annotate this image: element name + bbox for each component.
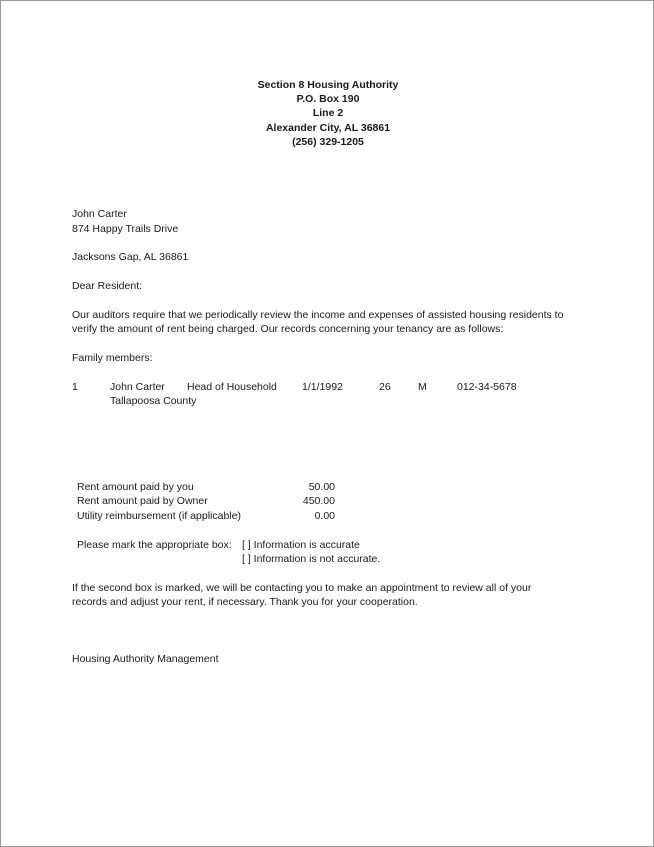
recipient-city: Jacksons Gap, AL 36861 xyxy=(72,251,189,263)
intro-line2: verify the amount of rent being charged. Our records concerning your tenancy are as follows: xyxy=(72,323,504,335)
intro-line1: Our auditors require that we periodically review the income and expenses of assisted housing residents to xyxy=(72,309,564,321)
org-name: Section 8 Housing Authority xyxy=(257,79,399,91)
accurate-checkbox-option: [ ] Information is accurate xyxy=(242,539,360,551)
family-label: Family members: xyxy=(72,352,153,364)
family-sex: M xyxy=(418,381,427,393)
amount-label: Rent amount paid by Owner xyxy=(77,495,208,507)
family-age: 26 xyxy=(379,381,391,393)
org-line2: Line 2 xyxy=(312,107,344,119)
salutation: Dear Resident: xyxy=(72,280,143,292)
org-city: Alexander City, AL 36861 xyxy=(265,122,391,134)
family-ssn: 012-34-5678 xyxy=(457,381,517,393)
closing-line1: If the second box is marked, we will be contacting you to make an appointment to review all of your xyxy=(72,582,532,594)
family-relation: Head of Household xyxy=(187,381,277,393)
amount-value: 0.00 xyxy=(314,510,335,522)
recipient-name: John Carter xyxy=(72,208,127,220)
mark-prompt: Please mark the appropriate box: xyxy=(77,539,232,551)
closing-line2: records and adjust your rent, if necessary. Thank you for your cooperation. xyxy=(72,596,418,608)
family-county: Tallapoosa County xyxy=(110,395,197,407)
not-accurate-checkbox-option: [ ] Information is not accurate. xyxy=(242,553,381,565)
recipient-street: 874 Happy Trails Drive xyxy=(72,223,179,235)
org-po-box: P.O. Box 190 xyxy=(296,93,360,105)
family-number: 1 xyxy=(72,381,78,393)
amount-value: 450.00 xyxy=(302,495,335,507)
org-phone: (256) 329-1205 xyxy=(292,136,364,148)
amount-value: 50.00 xyxy=(308,481,335,493)
signature: Housing Authority Management xyxy=(72,653,219,665)
amount-label: Rent amount paid by you xyxy=(77,481,194,493)
amount-label: Utility reimbursement (if applicable) xyxy=(77,510,241,522)
family-dob: 1/1/1992 xyxy=(302,381,343,393)
family-name: John Carter xyxy=(110,381,165,393)
